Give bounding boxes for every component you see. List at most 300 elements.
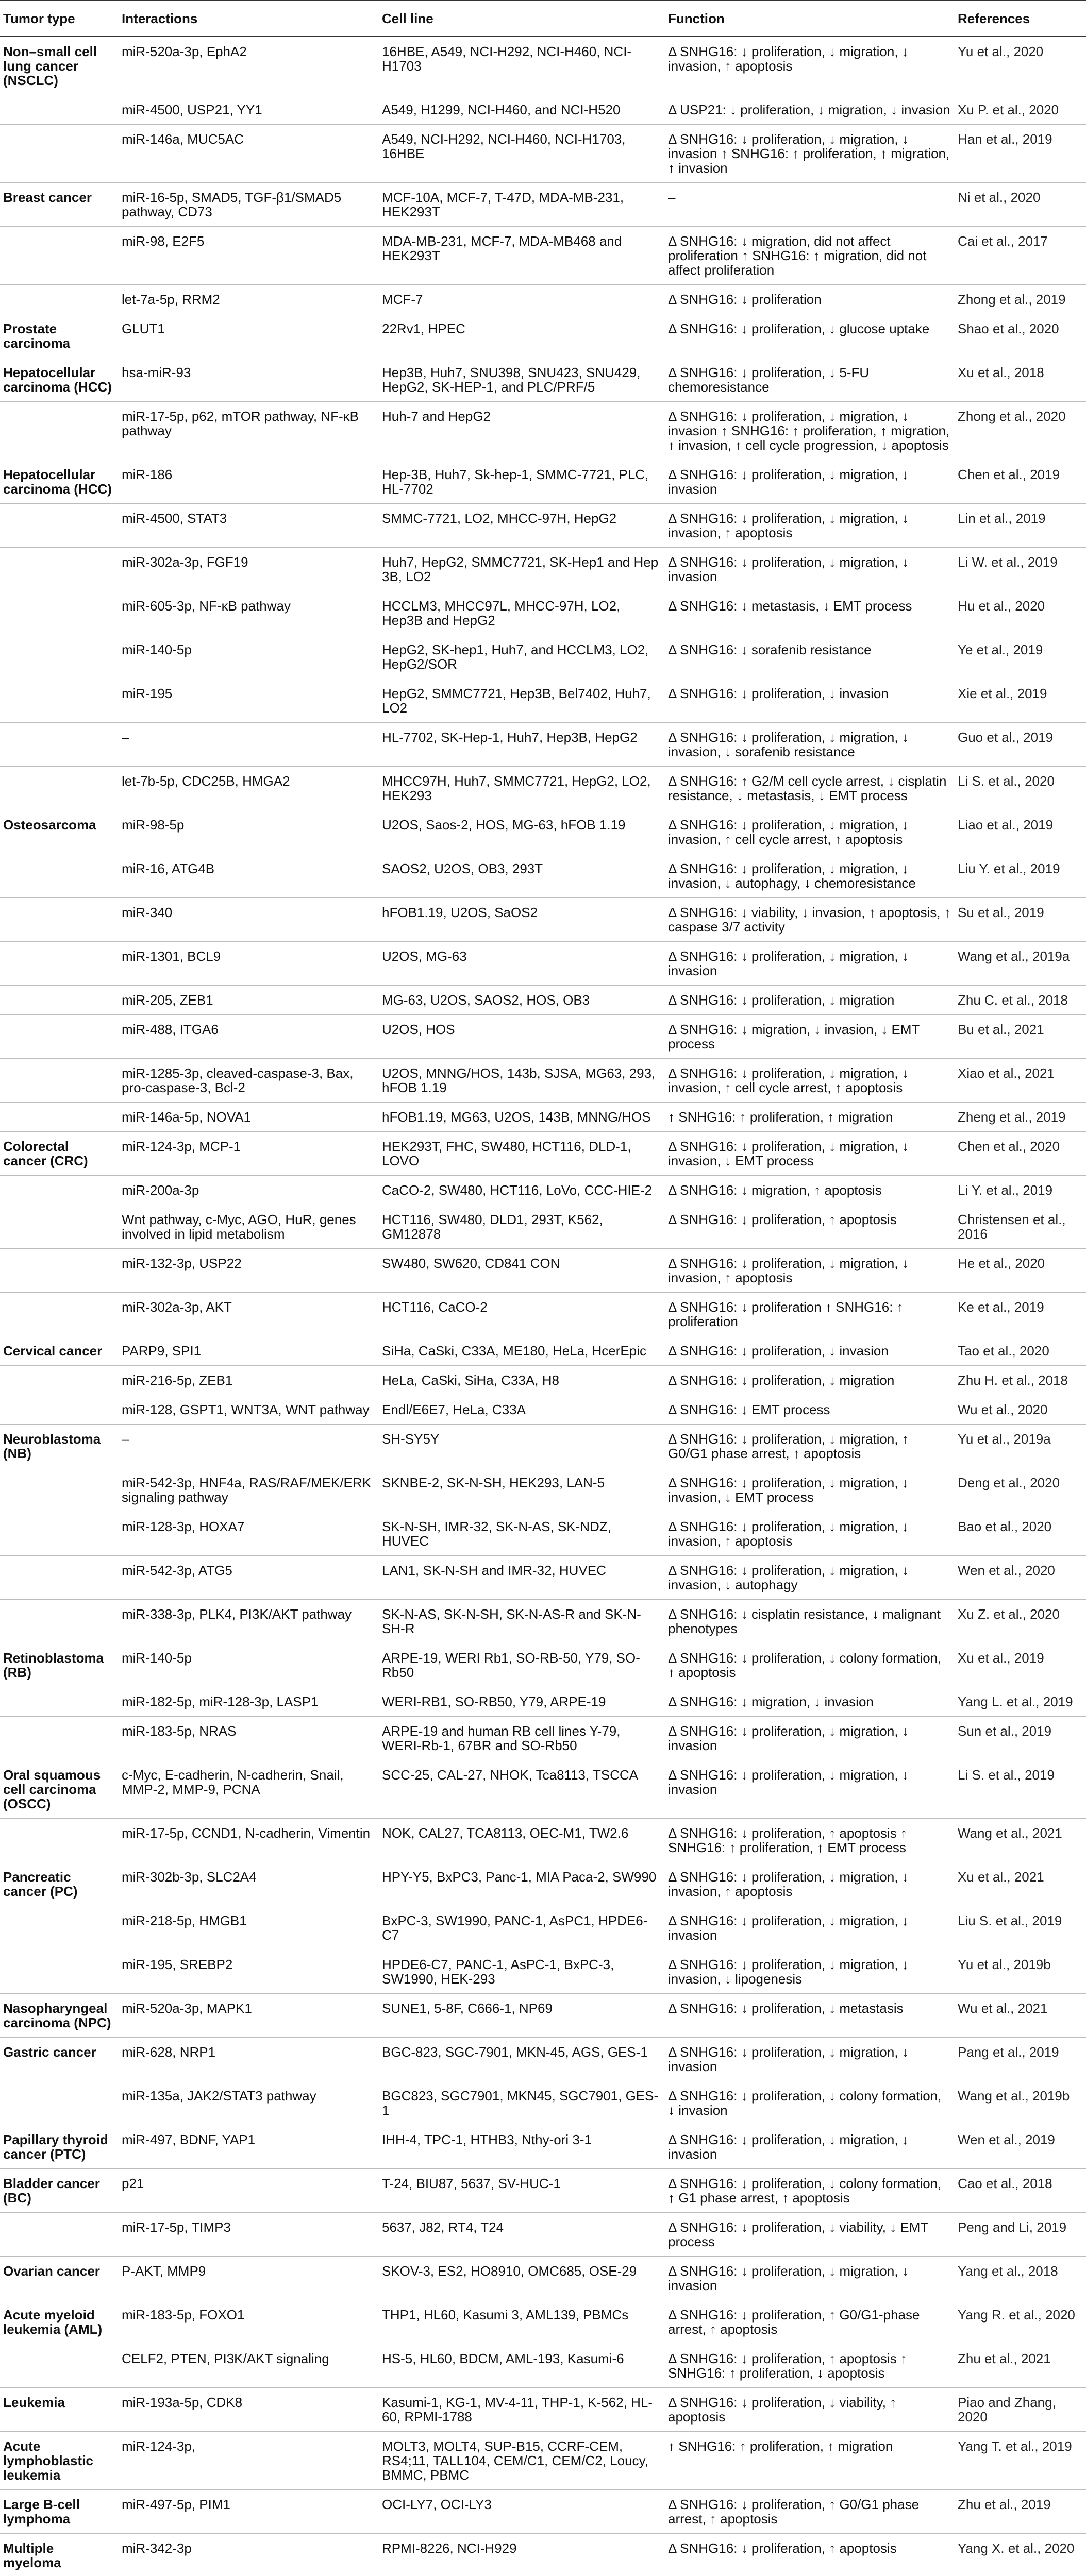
cell-function: Δ SNHG16: ↓ proliferation, ↑ G0/G1 phase arrest, ↑ apoptosis xyxy=(665,2490,955,2534)
cell-tumor-type xyxy=(0,1015,119,1059)
cell-cell-line: Kasumi-1, KG-1, MV-4-11, THP-1, K-562, HL-60, RPMI-1788 xyxy=(379,2388,665,2432)
cell-cell-line: Huh-7 and HepG2 xyxy=(379,402,665,460)
cell-function: Δ SNHG16: ↓ metastasis, ↓ EMT process xyxy=(665,591,955,635)
cell-tumor-type: Neuroblastoma (NB) xyxy=(0,1425,119,1468)
cell-tumor-type: Oral squamous cell carcinoma (OSCC) xyxy=(0,1760,119,1819)
cell-interactions: miR-132-3p, USP22 xyxy=(119,1249,379,1293)
cell-interactions: miR-140-5p xyxy=(119,1643,379,1687)
cell-function: Δ SNHG16: ↓ proliferation, ↓ migration, ↓ invasion ↑ SNHG16: ↑ proliferation, ↑ migration, ↑ invasion xyxy=(665,125,955,183)
cell-function: Δ SNHG16: ↓ proliferation, ↓ viability, ↑ apoptosis xyxy=(665,2388,955,2432)
cell-reference: Han et al., 2019 xyxy=(955,125,1086,183)
cell-interactions: miR-98, E2F5 xyxy=(119,227,379,285)
cell-cell-line: MCF-7 xyxy=(379,285,665,314)
cell-interactions: miR-4500, USP21, YY1 xyxy=(119,95,379,125)
cell-function: Δ SNHG16: ↓ proliferation, ↓ migration, ↓ invasion xyxy=(665,942,955,986)
cell-tumor-type xyxy=(0,767,119,810)
cell-tumor-type xyxy=(0,635,119,679)
cell-reference: Zhu C. et al., 2018 xyxy=(955,986,1086,1015)
table-row xyxy=(0,1366,1086,1395)
cell-cell-line: ARPE-19, WERI Rb1, SO-RB-50, Y79, SO-Rb50 xyxy=(379,1643,665,1687)
table-row xyxy=(0,1600,1086,1643)
cell-reference: Zhong et al., 2020 xyxy=(955,402,1086,460)
table-row xyxy=(0,1512,1086,1556)
cell-reference: Yang X. et al., 2020 xyxy=(955,2534,1086,2576)
cell-cell-line: BxPC-3, SW1990, PANC-1, AsPC1, HPDE6-C7 xyxy=(379,1906,665,1950)
cell-tumor-type: Gastric cancer xyxy=(0,2038,119,2081)
table-row xyxy=(0,1425,1086,1468)
cell-function: Δ SNHG16: ↓ proliferation, ↓ migration, ↓ invasion xyxy=(665,1717,955,1760)
cell-cell-line: 5637, J82, RT4, T24 xyxy=(379,2213,665,2257)
cell-tumor-type xyxy=(0,1512,119,1556)
cell-interactions: miR-497-5p, PIM1 xyxy=(119,2490,379,2534)
cell-interactions: miR-1285-3p, cleaved-caspase-3, Bax, pro-caspase-3, Bcl-2 xyxy=(119,1059,379,1103)
cell-reference: Yang L. et al., 2019 xyxy=(955,1687,1086,1717)
table-row xyxy=(0,2490,1086,2534)
cell-interactions: miR-128, GSPT1, WNT3A, WNT pathway xyxy=(119,1395,379,1425)
table-row xyxy=(0,2038,1086,2081)
cell-interactions: miR-340 xyxy=(119,898,379,942)
cell-cell-line: NOK, CAL27, TCA8113, OEC-M1, TW2.6 xyxy=(379,1819,665,1862)
cell-function: Δ SNHG16: ↓ proliferation, ↓ migration, ↓ invasion xyxy=(665,1906,955,1950)
cell-tumor-type: Osteosarcoma xyxy=(0,810,119,854)
cell-tumor-type xyxy=(0,2081,119,2125)
cell-function: Δ SNHG16: ↓ proliferation, ↓ migration, ↓ invasion, ↓ autophagy xyxy=(665,1556,955,1600)
cell-tumor-type: Breast cancer xyxy=(0,183,119,227)
cell-tumor-type xyxy=(0,1687,119,1717)
cell-interactions: miR-195, SREBP2 xyxy=(119,1950,379,1994)
cell-cell-line: BGC-823, SGC-7901, MKN-45, AGS, GES-1 xyxy=(379,2038,665,2081)
cell-function: Δ SNHG16: ↓ proliferation, ↓ migration, ↓ invasion, ↑ cell cycle arrest, ↑ apoptosis xyxy=(665,810,955,854)
cell-cell-line: MOLT3, MOLT4, SUP-B15, CCRF-CEM, RS4;11, TALL104, CEM/C1, CEM/C2, Loucy, BMMC, PBMC xyxy=(379,2432,665,2490)
cell-function: Δ SNHG16: ↓ proliferation, ↓ migration, ↓ invasion, ↑ apoptosis xyxy=(665,1862,955,1906)
cell-function: Δ SNHG16: ↓ migration, ↓ invasion xyxy=(665,1687,955,1717)
table-row xyxy=(0,635,1086,679)
cell-reference: Li S. et al., 2019 xyxy=(955,1760,1086,1819)
cell-reference: Wu et al., 2020 xyxy=(955,1395,1086,1425)
cell-interactions: miR-4500, STAT3 xyxy=(119,504,379,548)
cell-reference: Yu et al., 2019a xyxy=(955,1425,1086,1468)
cell-cell-line: Endl/E6E7, HeLa, C33A xyxy=(379,1395,665,1425)
cell-cell-line: U2OS, MG-63 xyxy=(379,942,665,986)
cell-cell-line: HEK293T, FHC, SW480, HCT116, DLD-1, LOVO xyxy=(379,1132,665,1176)
table-row xyxy=(0,679,1086,723)
cell-cell-line: hFOB1.19, U2OS, SaOS2 xyxy=(379,898,665,942)
table-row xyxy=(0,1468,1086,1512)
cell-function: Δ SNHG16: ↓ proliferation, ↓ migration, ↓ invasion, ↓ lipogenesis xyxy=(665,1950,955,1994)
cell-interactions: miR-183-5p, FOXO1 xyxy=(119,2300,379,2344)
cell-cell-line: SW480, SW620, CD841 CON xyxy=(379,1249,665,1293)
cell-cell-line: IHH-4, TPC-1, HTHB3, Nthy-ori 3-1 xyxy=(379,2125,665,2169)
cell-tumor-type xyxy=(0,1059,119,1103)
cell-interactions: p21 xyxy=(119,2169,379,2213)
cell-function: Δ SNHG16: ↓ proliferation, ↓ migration, ↓ invasion ↑ SNHG16: ↑ proliferation, ↑ migration, ↑ invasion, ↑ cell cycle progression, ↓ apoptosis xyxy=(665,402,955,460)
cell-interactions: miR-302a-3p, FGF19 xyxy=(119,548,379,591)
cell-tumor-type xyxy=(0,95,119,125)
cell-reference: Wang et al., 2019a xyxy=(955,942,1086,986)
table-row xyxy=(0,2125,1086,2169)
cell-tumor-type: Hepatocellular carcinoma (HCC) xyxy=(0,460,119,504)
cell-function: Δ SNHG16: ↓ viability, ↓ invasion, ↑ apoptosis, ↑ caspase 3/7 activity xyxy=(665,898,955,942)
cell-reference: Li Y. et al., 2019 xyxy=(955,1176,1086,1205)
table-row xyxy=(0,2213,1086,2257)
cell-interactions: c-Myc, E-cadherin, N-cadherin, Snail, MMP-2, MMP-9, PCNA xyxy=(119,1760,379,1819)
table-row xyxy=(0,95,1086,125)
table-row xyxy=(0,37,1086,95)
cell-cell-line: HepG2, SMMC7721, Hep3B, Bel7402, Huh7, LO2 xyxy=(379,679,665,723)
cell-interactions: miR-605-3p, NF-κB pathway xyxy=(119,591,379,635)
cell-function: Δ SNHG16: ↓ EMT process xyxy=(665,1395,955,1425)
cell-cell-line: SUNE1, 5-8F, C666-1, NP69 xyxy=(379,1994,665,2038)
cell-cell-line: Hep-3B, Huh7, Sk-hep-1, SMMC-7721, PLC, HL-7702 xyxy=(379,460,665,504)
cell-function: Δ SNHG16: ↓ proliferation, ↓ migration, ↓ invasion, ↑ cell cycle arrest, ↑ apoptosis xyxy=(665,1059,955,1103)
cell-cell-line: T-24, BIU87, 5637, SV-HUC-1 xyxy=(379,2169,665,2213)
cell-interactions: miR-200a-3p xyxy=(119,1176,379,1205)
cell-tumor-type xyxy=(0,1103,119,1132)
cell-interactions: miR-17-5p, p62, mTOR pathway, NF-κB pathway xyxy=(119,402,379,460)
cell-interactions: miR-182-5p, miR-128-3p, LASP1 xyxy=(119,1687,379,1717)
cell-interactions: miR-520a-3p, MAPK1 xyxy=(119,1994,379,2038)
cell-tumor-type: Acute lymphoblastic leukemia xyxy=(0,2432,119,2490)
cell-reference: Wen et al., 2020 xyxy=(955,1556,1086,1600)
table-row xyxy=(0,1103,1086,1132)
cell-interactions: miR-218-5p, HMGB1 xyxy=(119,1906,379,1950)
cell-function: Δ SNHG16: ↓ proliferation, ↑ apoptosis ↑ SNHG16: ↑ proliferation, ↓ apoptosis xyxy=(665,2344,955,2388)
cell-reference: Li S. et al., 2020 xyxy=(955,767,1086,810)
cell-cell-line: HeLa, CaSki, SiHa, C33A, H8 xyxy=(379,1366,665,1395)
cell-reference: Cao et al., 2018 xyxy=(955,2169,1086,2213)
cell-tumor-type: Pancreatic cancer (PC) xyxy=(0,1862,119,1906)
cell-cell-line: U2OS, MNNG/HOS, 143b, SJSA, MG63, 293, hFOB 1.19 xyxy=(379,1059,665,1103)
table-row xyxy=(0,314,1086,358)
cell-cell-line: HCT116, SW480, DLD1, 293T, K562, GM12878 xyxy=(379,1205,665,1249)
cell-function: Δ SNHG16: ↓ proliferation, ↑ G0/G1-phase arrest, ↑ apoptosis xyxy=(665,2300,955,2344)
table-row xyxy=(0,402,1086,460)
cell-reference: Christensen et al., 2016 xyxy=(955,1205,1086,1249)
cell-tumor-type xyxy=(0,227,119,285)
header-references: References xyxy=(955,1,1086,37)
table-row xyxy=(0,810,1086,854)
cell-cell-line: WERI-RB1, SO-RB50, Y79, ARPE-19 xyxy=(379,1687,665,1717)
table-row xyxy=(0,2534,1086,2576)
header-function: Function xyxy=(665,1,955,37)
cell-reference: He et al., 2020 xyxy=(955,1249,1086,1293)
cell-cell-line: A549, H1299, NCI-H460, and NCI-H520 xyxy=(379,95,665,125)
cell-tumor-type: Multiple myeloma xyxy=(0,2534,119,2576)
cell-function: Δ SNHG16: ↓ proliferation, ↑ apoptosis xyxy=(665,2534,955,2576)
cell-tumor-type: Non–small cell lung cancer (NSCLC) xyxy=(0,37,119,95)
cell-tumor-type xyxy=(0,723,119,767)
cell-tumor-type xyxy=(0,854,119,898)
cell-function: Δ SNHG16: ↓ proliferation, ↓ metastasis xyxy=(665,1994,955,2038)
cell-reference: Cai et al., 2017 xyxy=(955,227,1086,285)
cell-interactions: miR-16-5p, SMAD5, TGF-β1/SMAD5 pathway, CD73 xyxy=(119,183,379,227)
cell-tumor-type xyxy=(0,1600,119,1643)
cell-interactions: miR-17-5p, TIMP3 xyxy=(119,2213,379,2257)
cell-function: Δ SNHG16: ↓ proliferation, ↓ invasion xyxy=(665,1336,955,1366)
table-body xyxy=(0,37,1086,2576)
cell-cell-line: THP1, HL60, Kasumi 3, AML139, PBMCs xyxy=(379,2300,665,2344)
table-row xyxy=(0,1994,1086,2038)
cell-tumor-type xyxy=(0,125,119,183)
cell-interactions: let-7b-5p, CDC25B, HMGA2 xyxy=(119,767,379,810)
cell-function: Δ SNHG16: ↓ proliferation, ↓ migration, ↓ invasion xyxy=(665,2125,955,2169)
cell-interactions: miR-342-3p xyxy=(119,2534,379,2576)
cell-function: Δ SNHG16: ↑ G2/M cell cycle arrest, ↓ cisplatin resistance, ↓ metastasis, ↓ EMT process xyxy=(665,767,955,810)
cell-reference: Wen et al., 2019 xyxy=(955,2125,1086,2169)
table-row xyxy=(0,183,1086,227)
cell-function: Δ SNHG16: ↓ proliferation ↑ SNHG16: ↑ proliferation xyxy=(665,1293,955,1336)
cell-interactions: let-7a-5p, RRM2 xyxy=(119,285,379,314)
cell-interactions: miR-128-3p, HOXA7 xyxy=(119,1512,379,1556)
cell-interactions: P-AKT, MMP9 xyxy=(119,2257,379,2300)
cell-interactions: miR-140-5p xyxy=(119,635,379,679)
cell-interactions: miR-542-3p, ATG5 xyxy=(119,1556,379,1600)
cell-cell-line: HPDE6-C7, PANC-1, AsPC-1, BxPC-3, SW1990, HEK-293 xyxy=(379,1950,665,1994)
cell-reference: Ke et al., 2019 xyxy=(955,1293,1086,1336)
cell-reference: Liu Y. et al., 2019 xyxy=(955,854,1086,898)
cell-interactions: miR-146a-5p, NOVA1 xyxy=(119,1103,379,1132)
cell-function: Δ SNHG16: ↓ migration, did not affect proliferation ↑ SNHG16: ↑ migration, did not affect proliferation xyxy=(665,227,955,285)
cell-tumor-type: Papillary thyroid cancer (PTC) xyxy=(0,2125,119,2169)
cell-interactions: miR-193a-5p, CDK8 xyxy=(119,2388,379,2432)
cell-reference: Chen et al., 2020 xyxy=(955,1132,1086,1176)
cell-cell-line: SMMC-7721, LO2, MHCC-97H, HepG2 xyxy=(379,504,665,548)
cell-cell-line: HL-7702, SK-Hep-1, Huh7, Hep3B, HepG2 xyxy=(379,723,665,767)
cell-function: Δ SNHG16: ↓ proliferation xyxy=(665,285,955,314)
cell-cell-line: OCI-LY7, OCI-LY3 xyxy=(379,2490,665,2534)
cell-cell-line: SKOV-3, ES2, HO8910, OMC685, OSE-29 xyxy=(379,2257,665,2300)
cell-tumor-type xyxy=(0,942,119,986)
table-row xyxy=(0,2344,1086,2388)
cell-cell-line: SKNBE-2, SK-N-SH, HEK293, LAN-5 xyxy=(379,1468,665,1512)
cell-interactions: miR-146a, MUC5AC xyxy=(119,125,379,183)
table-row xyxy=(0,1950,1086,1994)
cell-tumor-type xyxy=(0,1176,119,1205)
cell-cell-line: SiHa, CaSki, C33A, ME180, HeLa, HcerEpic xyxy=(379,1336,665,1366)
table-row xyxy=(0,2432,1086,2490)
cell-reference: Xu et al., 2021 xyxy=(955,1862,1086,1906)
cell-reference: Yu et al., 2020 xyxy=(955,37,1086,95)
cell-tumor-type: Leukemia xyxy=(0,2388,119,2432)
cell-interactions: miR-628, NRP1 xyxy=(119,2038,379,2081)
table-row xyxy=(0,1132,1086,1176)
cell-tumor-type: Hepatocellular carcinoma (HCC) xyxy=(0,358,119,402)
cell-interactions: miR-302b-3p, SLC2A4 xyxy=(119,1862,379,1906)
cell-function: Δ SNHG16: ↓ proliferation, ↓ colony formation, ↑ G1 phase arrest, ↑ apoptosis xyxy=(665,2169,955,2213)
cell-tumor-type xyxy=(0,2213,119,2257)
cell-function: Δ SNHG16: ↓ proliferation, ↓ migration, ↓ invasion, ↓ autophagy, ↓ chemoresistance xyxy=(665,854,955,898)
cell-cell-line: U2OS, Saos-2, HOS, MG-63, hFOB 1.19 xyxy=(379,810,665,854)
cell-cell-line: HPY-Y5, BxPC3, Panc-1, MIA Paca-2, SW990 xyxy=(379,1862,665,1906)
cell-interactions: miR-124-3p, MCP-1 xyxy=(119,1132,379,1176)
table-row xyxy=(0,460,1086,504)
cell-reference: Ye et al., 2019 xyxy=(955,635,1086,679)
cell-interactions: miR-1301, BCL9 xyxy=(119,942,379,986)
cell-cell-line: RPMI-8226, NCI-H929 xyxy=(379,2534,665,2576)
cell-tumor-type xyxy=(0,1556,119,1600)
cell-reference: Liao et al., 2019 xyxy=(955,810,1086,854)
cell-interactions: hsa-miR-93 xyxy=(119,358,379,402)
cell-cell-line: HCT116, CaCO-2 xyxy=(379,1293,665,1336)
cell-tumor-type xyxy=(0,679,119,723)
cell-tumor-type xyxy=(0,986,119,1015)
table-row xyxy=(0,358,1086,402)
cell-interactions: miR-302a-3p, AKT xyxy=(119,1293,379,1336)
header-row xyxy=(0,1,1086,37)
cell-tumor-type: Ovarian cancer xyxy=(0,2257,119,2300)
table-row xyxy=(0,1249,1086,1293)
cell-tumor-type: Prostate carcinoma xyxy=(0,314,119,358)
table-row xyxy=(0,2300,1086,2344)
cell-cell-line: HepG2, SK-hep1, Huh7, and HCCLM3, LO2, HepG2/SOR xyxy=(379,635,665,679)
cell-function: Δ SNHG16: ↓ proliferation, ↓ colony formation, ↑ apoptosis xyxy=(665,1643,955,1687)
cell-tumor-type xyxy=(0,1249,119,1293)
header-interactions: Interactions xyxy=(119,1,379,37)
cell-reference: Xu Z. et al., 2020 xyxy=(955,1600,1086,1643)
cell-interactions: miR-17-5p, CCND1, N-cadherin, Vimentin xyxy=(119,1819,379,1862)
cell-reference: Sun et al., 2019 xyxy=(955,1717,1086,1760)
cell-function: Δ SNHG16: ↓ proliferation, ↓ invasion xyxy=(665,679,955,723)
cell-reference: Yang T. et al., 2019 xyxy=(955,2432,1086,2490)
cell-cell-line: ARPE-19 and human RB cell lines Y-79, WERI-Rb-1, 67BR and SO-Rb50 xyxy=(379,1717,665,1760)
cell-tumor-type xyxy=(0,504,119,548)
cell-reference: Bu et al., 2021 xyxy=(955,1015,1086,1059)
table-row xyxy=(0,1760,1086,1819)
cell-reference: Chen et al., 2019 xyxy=(955,460,1086,504)
cell-reference: Wang et al., 2019b xyxy=(955,2081,1086,2125)
cell-function: ↑ SNHG16: ↑ proliferation, ↑ migration xyxy=(665,2432,955,2490)
cell-tumor-type xyxy=(0,1906,119,1950)
cell-tumor-type xyxy=(0,1468,119,1512)
cell-interactions: GLUT1 xyxy=(119,314,379,358)
table-row xyxy=(0,1293,1086,1336)
cell-cell-line: MHCC97H, Huh7, SMMC7721, HepG2, LO2, HEK293 xyxy=(379,767,665,810)
cell-cell-line: SCC-25, CAL-27, NHOK, Tca8113, TSCCA xyxy=(379,1760,665,1819)
cell-cell-line: U2OS, HOS xyxy=(379,1015,665,1059)
cell-reference: Yang et al., 2018 xyxy=(955,2257,1086,2300)
cell-function: Δ SNHG16: ↓ proliferation, ↑ apoptosis ↑ SNHG16: ↑ proliferation, ↑ EMT process xyxy=(665,1819,955,1862)
cell-reference: Yu et al., 2019b xyxy=(955,1950,1086,1994)
table-row xyxy=(0,767,1086,810)
cell-reference: Piao and Zhang, 2020 xyxy=(955,2388,1086,2432)
cell-function: Δ SNHG16: ↓ proliferation, ↓ viability, ↓ EMT process xyxy=(665,2213,955,2257)
cell-function: Δ SNHG16: ↓ cisplatin resistance, ↓ malignant phenotypes xyxy=(665,1600,955,1643)
cell-reference: Yang R. et al., 2020 xyxy=(955,2300,1086,2344)
cell-cell-line: HS-5, HL60, BDCM, AML-193, Kasumi-6 xyxy=(379,2344,665,2388)
cell-reference: Zhu et al., 2019 xyxy=(955,2490,1086,2534)
table-row xyxy=(0,1336,1086,1366)
cell-tumor-type xyxy=(0,898,119,942)
cell-reference: Liu S. et al., 2019 xyxy=(955,1906,1086,1950)
cell-tumor-type: Large B-cell lymphoma xyxy=(0,2490,119,2534)
cell-tumor-type xyxy=(0,1950,119,1994)
cell-cell-line: SK-N-AS, SK-N-SH, SK-N-AS-R and SK-N-SH-R xyxy=(379,1600,665,1643)
table-row xyxy=(0,854,1086,898)
cell-function: Δ SNHG16: ↓ proliferation, ↓ migration, ↓ invasion xyxy=(665,1760,955,1819)
cell-tumor-type: Nasopharyngeal carcinoma (NPC) xyxy=(0,1994,119,2038)
cell-tumor-type xyxy=(0,1717,119,1760)
cell-function: Δ SNHG16: ↓ proliferation, ↓ migration, ↓ invasion xyxy=(665,460,955,504)
cell-cell-line: hFOB1.19, MG63, U2OS, 143B, MNNG/HOS xyxy=(379,1103,665,1132)
cell-reference: Ni et al., 2020 xyxy=(955,183,1086,227)
cell-interactions: miR-183-5p, NRAS xyxy=(119,1717,379,1760)
cell-tumor-type xyxy=(0,2344,119,2388)
header-tumor-type: Tumor type xyxy=(0,1,119,37)
cell-reference: Hu et al., 2020 xyxy=(955,591,1086,635)
table-row xyxy=(0,2169,1086,2213)
table-row xyxy=(0,1176,1086,1205)
cell-reference: Deng et al., 2020 xyxy=(955,1468,1086,1512)
cell-function: Δ SNHG16: ↓ sorafenib resistance xyxy=(665,635,955,679)
cell-cell-line: Hep3B, Huh7, SNU398, SNU423, SNU429, HepG2, SK-HEP-1, and PLC/PRF/5 xyxy=(379,358,665,402)
cell-tumor-type xyxy=(0,1205,119,1249)
table-row xyxy=(0,1643,1086,1687)
cell-tumor-type: Bladder cancer (BC) xyxy=(0,2169,119,2213)
cell-interactions: miR-205, ZEB1 xyxy=(119,986,379,1015)
cell-reference: Zhu H. et al., 2018 xyxy=(955,1366,1086,1395)
table-row xyxy=(0,1819,1086,1862)
cell-interactions: miR-98-5p xyxy=(119,810,379,854)
cell-interactions: – xyxy=(119,1425,379,1468)
cell-tumor-type xyxy=(0,285,119,314)
cell-interactions: miR-520a-3p, EphA2 xyxy=(119,37,379,95)
table-row xyxy=(0,504,1086,548)
table-row xyxy=(0,591,1086,635)
table-row xyxy=(0,1556,1086,1600)
table-row xyxy=(0,1059,1086,1103)
table-header xyxy=(0,1,1086,37)
cell-interactions: miR-195 xyxy=(119,679,379,723)
cell-interactions: miR-216-5p, ZEB1 xyxy=(119,1366,379,1395)
table-row xyxy=(0,285,1086,314)
cell-reference: Zheng et al., 2019 xyxy=(955,1103,1086,1132)
cell-function: Δ SNHG16: ↓ proliferation, ↓ migration, ↓ invasion, ↑ apoptosis xyxy=(665,37,955,95)
cell-function: Δ SNHG16: ↓ proliferation, ↓ migration, ↓ invasion, ↓ EMT process xyxy=(665,1132,955,1176)
cell-cell-line: BGC823, SGC7901, MKN45, SGC7901, GES-1 xyxy=(379,2081,665,2125)
table-row xyxy=(0,227,1086,285)
cell-interactions: miR-497, BDNF, YAP1 xyxy=(119,2125,379,2169)
cell-reference: Peng and Li, 2019 xyxy=(955,2213,1086,2257)
cell-reference: Wang et al., 2021 xyxy=(955,1819,1086,1862)
cell-reference: Xu et al., 2019 xyxy=(955,1643,1086,1687)
cell-cell-line: 22Rv1, HPEC xyxy=(379,314,665,358)
cell-reference: Pang et al., 2019 xyxy=(955,2038,1086,2081)
cell-reference: Xu et al., 2018 xyxy=(955,358,1086,402)
cell-function: Δ SNHG16: ↓ migration, ↓ invasion, ↓ EMT process xyxy=(665,1015,955,1059)
cell-interactions: Wnt pathway, c-Myc, AGO, HuR, genes involved in lipid metabolism xyxy=(119,1205,379,1249)
cell-cell-line: A549, NCI-H292, NCI-H460, NCI-H1703, 16HBE xyxy=(379,125,665,183)
cell-cell-line: MDA-MB-231, MCF-7, MDA-MB468 and HEK293T xyxy=(379,227,665,285)
cell-interactions: miR-542-3p, HNF4a, RAS/RAF/MEK/ERK signaling pathway xyxy=(119,1468,379,1512)
cell-function: Δ SNHG16: ↓ proliferation, ↓ migration, ↓ invasion xyxy=(665,548,955,591)
cell-tumor-type xyxy=(0,1395,119,1425)
table-row xyxy=(0,2257,1086,2300)
cell-cell-line: SH-SY5Y xyxy=(379,1425,665,1468)
table-row xyxy=(0,1205,1086,1249)
cell-reference: Xiao et al., 2021 xyxy=(955,1059,1086,1103)
cell-interactions: miR-338-3p, PLK4, PI3K/AKT pathway xyxy=(119,1600,379,1643)
cell-function: Δ SNHG16: ↓ proliferation, ↓ migration, ↓ invasion, ↑ apoptosis xyxy=(665,1249,955,1293)
table-row xyxy=(0,1906,1086,1950)
table-row xyxy=(0,2388,1086,2432)
cell-function: Δ SNHG16: ↓ proliferation, ↓ glucose uptake xyxy=(665,314,955,358)
cell-reference: Xu P. et al., 2020 xyxy=(955,95,1086,125)
cell-interactions: – xyxy=(119,723,379,767)
cell-function: Δ SNHG16: ↓ proliferation, ↑ apoptosis xyxy=(665,1205,955,1249)
cell-function: Δ SNHG16: ↓ proliferation, ↓ migration, ↑ G0/G1 phase arrest, ↑ apoptosis xyxy=(665,1425,955,1468)
cell-cell-line: MG-63, U2OS, SAOS2, HOS, OB3 xyxy=(379,986,665,1015)
cell-reference: Su et al., 2019 xyxy=(955,898,1086,942)
